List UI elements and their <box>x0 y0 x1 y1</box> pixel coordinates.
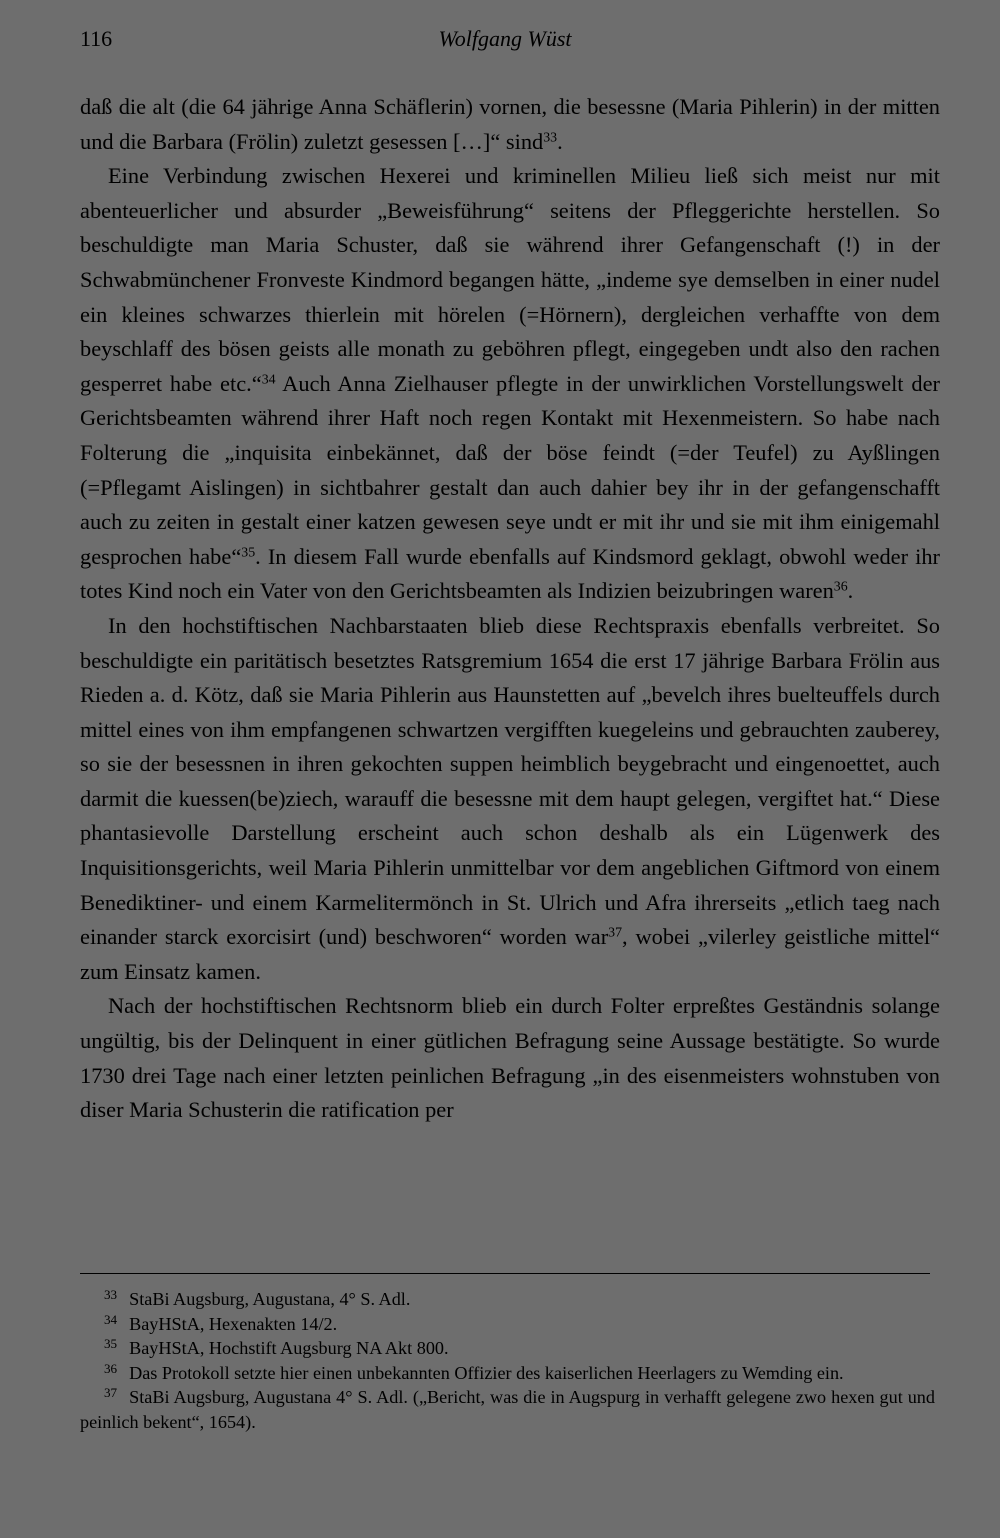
text-run: Eine Verbindung zwischen Hexerei und kriminellen Milieu ließ sich meist nur mit abenteuerlicher und absurder „Beweisführung“ seitens der Pfleggerichte herstellen. So beschuldigte man Maria Schuster, daß sie während ihrer Gefangenschaft (!) in der Schwabmünchener Fronveste Kindmord begangen hätte, „indeme sye demselben in einer nudel ein kleines schwarzes thierlein mit hörelen (=Hörnern), dergleichen verhaffte von dem beyschlaff des bösen geists alle monath zu geböhren pflegt, eingegeben undt also den rachen gesperret habe etc.“ <box>80 163 940 396</box>
text-run: . In diesem Fall wurde ebenfalls auf Kindsmord geklagt, obwohl weder ihr totes Kind noch ein Vater von den Gerichtsbeamten als Indizien beizubringen waren <box>80 543 940 604</box>
footnote-text: StaBi Augsburg, Augustana 4° S. Adl. („Bericht, was die in Augspurg in verhafft gelegene zwo hexen gut und peinlich bekent“, 1654). <box>80 1387 935 1432</box>
footnote-number: 35 <box>104 1336 118 1352</box>
footnote <box>80 1312 935 1337</box>
footnote-number: 37 <box>104 1385 118 1401</box>
footnote-text: Das Protokoll setzte hier einen unbekannten Offizier des kaiserlichen Heerlagers zu Wemding ein. <box>129 1362 844 1383</box>
paragraph <box>80 90 940 159</box>
footnote-ref: 36 <box>833 579 848 595</box>
footnote-text: BayHStA, Hexenakten 14/2. <box>129 1313 338 1334</box>
text-run: In den hochstiftischen Nachbarstaaten blieb diese Rechtspraxis ebenfalls verbreitet. So beschuldigte ein paritätisch besetztes Ratsgremium 1654 die erst 17 jährige Barbara Frölin aus Rieden a. d. Kötz, daß sie Maria Pihlerin aus Haunstetten auf „bevelch ihres buelteuffels durch mittel eines von ihm empfangenen schwartzen vergifften kuegeleins und gebrauchten zauberey, so sie der besessnen in ihren gekochten suppen heimblich beygebracht und eingenoettet, auch darmit die kuessen(be)ziech, warauff die besessne mit dem haupt gelegen, vergiftet hat.“ Diese phantasievolle Darstellung erscheint auch schon deshalb als ein Lügenwerk des Inquisitionsgerichts, weil Maria Pihlerin unmittelbar vor dem angeblichen Giftmord von einem Benediktiner- und einem Karmelitermönch in St. Ulrich und Afra ihrerseits „etlich taeg nach einander starck exorcisirt (und) beschworen“ worden war <box>80 612 940 950</box>
footnote-ref: 37 <box>608 925 623 941</box>
text-run: Auch Anna Zielhauser pflegte in der unwirklichen Vorstellungswelt der Gerichtsbeamten während ihrer Haft noch regen Kontakt mit Hexenmeistern. So habe nach Folterung die „inquisita einbekännet, daß der böse feindt (=der Teufel) zu Ayßlingen (=Pflegamt Aislingen) in sichtbahrer gestalt dan auch dahier bey ihr in der gefangenschafft auch zu zeiten in gestalt einer katzen gewesen seye undt er mit ihr und sie mit ihm einigemahl gesprochen habe“ <box>80 370 940 569</box>
footnotes <box>80 1287 935 1435</box>
text-run: . <box>847 578 854 604</box>
footnote-ref: 33 <box>543 129 558 145</box>
footnote-number: 33 <box>104 1287 118 1303</box>
footnote <box>80 1385 935 1434</box>
paragraph <box>80 159 940 609</box>
footnote-ref: 35 <box>241 545 256 561</box>
paragraph <box>80 609 940 990</box>
footnote <box>80 1287 935 1312</box>
footnote-number: 34 <box>104 1311 118 1327</box>
paragraph <box>80 989 940 1127</box>
footnote-number: 36 <box>104 1360 118 1376</box>
body-text <box>80 90 940 1128</box>
page-number: 116 <box>80 26 113 51</box>
text-run: , wobei „vilerley geistliche mittel“ zum Einsatz kamen. <box>80 924 940 984</box>
text-run: daß die alt (die 64 jährige Anna Schäflerin) vornen, die besessne (Maria Pihlerin) in der mitten und die Barbara (Frölin) zuletzt gesessen […]“ sind <box>80 94 940 154</box>
footnote <box>80 1361 935 1386</box>
page-header <box>80 26 930 56</box>
running-head: Wolfgang Wüst <box>438 26 572 51</box>
footnote-text: StaBi Augsburg, Augustana, 4° S. Adl. <box>129 1289 411 1309</box>
footnote <box>80 1336 935 1361</box>
text-run: . <box>557 128 563 154</box>
footnote-rule <box>80 1273 930 1274</box>
footnote-ref: 34 <box>261 372 276 388</box>
footnote-text: BayHStA, Hochstift Augsburg NA Akt 800. <box>129 1338 449 1359</box>
text-run: Nach der hochstiftischen Rechtsnorm blieb ein durch Folter erpreßtes Geständnis solange ungültig, bis der Delinquent in einer gütlichen Befragung seine Aussage bestätigte. So wurde 1730 drei Tage nach einer letzten peinlichen Befragung „in des eisenmeisters wohnstuben von diser Maria Schusterin die ratification per <box>80 993 940 1123</box>
